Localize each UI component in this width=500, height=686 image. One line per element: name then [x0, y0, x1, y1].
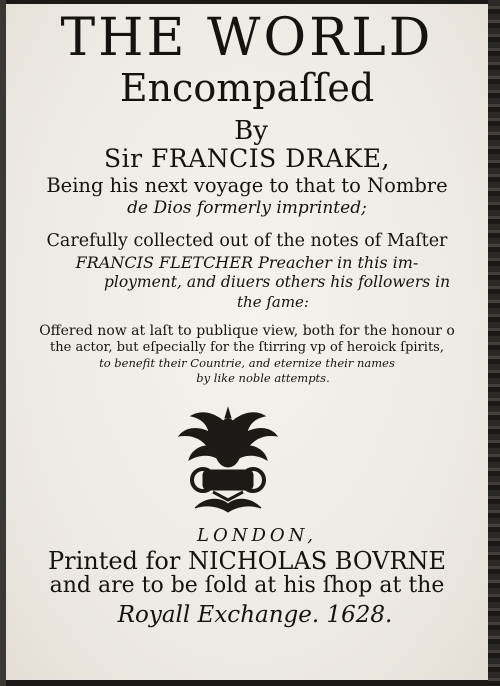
imprint-place: LONDON,	[197, 525, 317, 546]
imprint-line-1: Printed for NICHOLAS BOVRNE	[47, 547, 447, 575]
notes-line-2: FRANCIS FLETCHER Preacher in this im-	[75, 253, 419, 272]
offer-line-1: Offered now at laſt to publique view, both for the honour o	[39, 323, 455, 339]
offer-line-2: the actor, but eſpecially for the ſtirring vp of heroick ſpirits,	[50, 340, 444, 355]
imprint-line-2: and are to be ſold at his ſhop at the	[49, 573, 445, 598]
printers-device-emblem	[173, 404, 283, 524]
notes-line-3: ployment, and diuers others his followers in	[103, 273, 451, 291]
imprint-line-3: Royall Exchange. 1628.	[117, 602, 393, 628]
offer-line-3: to benefit their Countrie, and eternize their names	[99, 356, 395, 370]
voyage-line-1: Being his next voyage to that to Nombre	[46, 174, 448, 197]
author-name: Sir FRANCIS DRAKE,	[104, 144, 390, 173]
page-stack-edge-right	[488, 0, 500, 686]
offer-line-4: by like noble attempts.	[196, 371, 330, 385]
by-line: By	[234, 116, 268, 146]
notes-line-4: the ſame:	[237, 293, 309, 311]
book-subtitle: Encompaſſed	[119, 66, 375, 110]
title-leaf	[6, 4, 491, 680]
voyage-line-2: de Dios formerly imprinted;	[127, 198, 367, 218]
notes-line-1: Carefully collected out of the notes of Maſter	[46, 231, 448, 251]
book-title: THE WORLD	[60, 8, 434, 68]
